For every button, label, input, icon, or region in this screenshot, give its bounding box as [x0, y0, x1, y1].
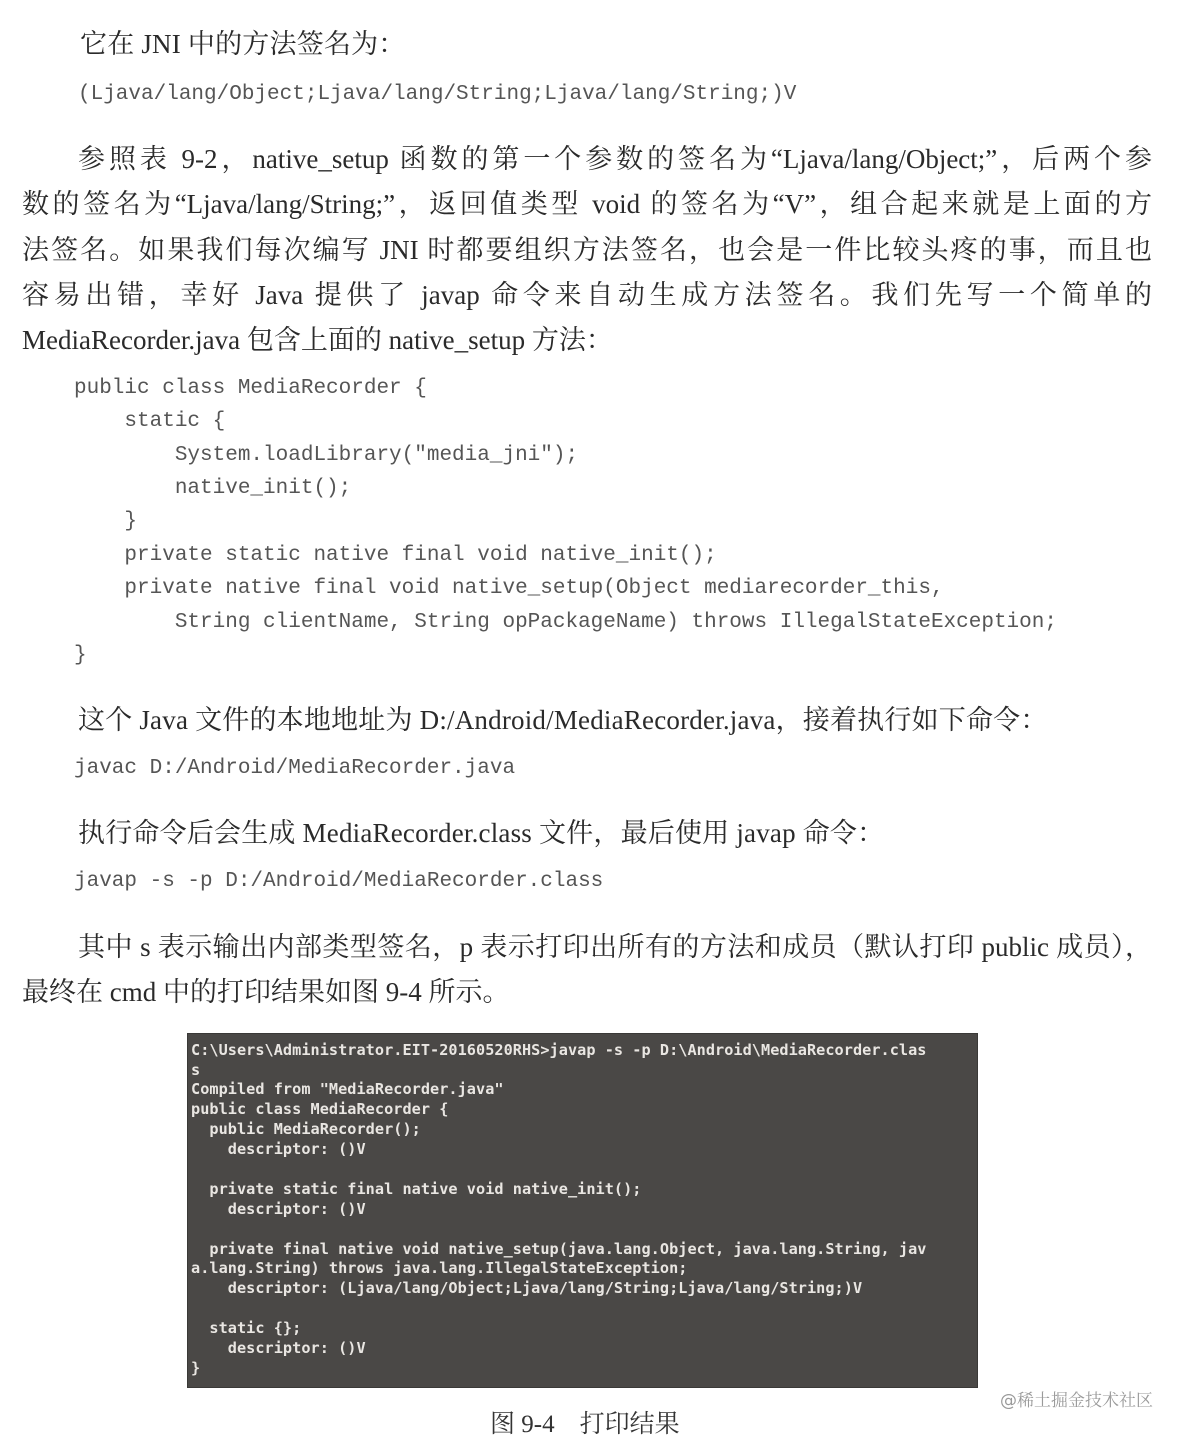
- terminal-screenshot: [187, 1033, 978, 1388]
- paragraph-line: 执行命令后会生成 MediaRecorder.class 文件，最后使用 javap 命令：: [78, 818, 885, 848]
- terminal-line: public class MediaRecorder {: [191, 1100, 449, 1118]
- terminal-line: descriptor: ()V: [191, 1140, 366, 1158]
- watermark: @稀土掘金技术社区: [1000, 1391, 1153, 1411]
- code-line: native_init();: [74, 477, 352, 500]
- terminal-line: static {};: [191, 1319, 302, 1337]
- code-line: public class MediaRecorder {: [74, 377, 427, 400]
- javac-command: javac D:/Android/MediaRecorder.java: [74, 757, 516, 780]
- paragraph-line: 最终在 cmd 中的打印结果如图 9-4 所示。: [22, 977, 510, 1007]
- terminal-line: Compiled from "MediaRecorder.java": [191, 1080, 504, 1098]
- intro-text: 它在 JNI 中的方法签名为：: [80, 29, 406, 59]
- terminal-line: C:\Users\Administrator.EIT-20160520RHS>javap -s -p D:\Android\MediaRecorder.clas: [191, 1041, 927, 1059]
- terminal-line: descriptor: (Ljava/lang/Object;Ljava/lang/String;Ljava/lang/String;)V: [191, 1279, 863, 1297]
- terminal-line: private final native void native_setup(java.lang.Object, java.lang.String, jav: [191, 1240, 927, 1258]
- code-line: System.loadLibrary("media_jni");: [74, 444, 579, 467]
- jni-signature: (Ljava/lang/Object;Ljava/lang/String;Ljava/lang/String;)V: [78, 83, 797, 106]
- paragraph-line: 其中 s 表示输出内部类型签名，p 表示打印出所有的方法和成员（默认打印 public 成员），: [78, 932, 1152, 962]
- javap-command: javap -s -p D:/Android/MediaRecorder.class: [74, 870, 604, 893]
- terminal-line: public MediaRecorder();: [191, 1120, 421, 1138]
- paragraph-line: 这个 Java 文件的本地地址为 D:/Android/MediaRecorder.java，接着执行如下命令：: [78, 705, 1048, 735]
- paragraph-line: 容易出错，幸好 Java 提供了 javap 命令来自动生成方法签名。我们先写一个简单的: [22, 280, 1152, 310]
- code-line: String clientName, String opPackageName) throws IllegalStateException;: [74, 611, 1057, 634]
- code-line: }: [74, 644, 87, 667]
- terminal-line: }: [191, 1359, 201, 1377]
- paragraph-line: 法签名。如果我们每次编写 JNI 时都要组织方法签名，也会是一件比较头疼的事，而且也: [22, 235, 1152, 265]
- paragraph-line: 数的签名为“Ljava/lang/String;”，返回值类型 void 的签名为“V”，组合起来就是上面的方: [22, 189, 1152, 219]
- terminal-line: descriptor: ()V: [191, 1200, 366, 1218]
- code-line: }: [74, 510, 138, 533]
- code-line: private static native final void native_init();: [74, 544, 717, 567]
- terminal-line: descriptor: ()V: [191, 1339, 366, 1357]
- paragraph-line: MediaRecorder.java 包含上面的 native_setup 方法：: [22, 325, 613, 355]
- terminal-line: private static final native void native_init();: [191, 1180, 642, 1198]
- terminal-line: a.lang.String) throws java.lang.IllegalStateException;: [191, 1259, 688, 1277]
- code-line: private native final void native_setup(Object mediarecorder_this,: [74, 577, 944, 600]
- paragraph-line: 参照表 9-2，native_setup 函数的第一个参数的签名为“Ljava/lang/Object;”，后两个参: [78, 144, 1152, 174]
- terminal-line: s: [191, 1061, 201, 1079]
- figure-caption: 图 9-4 打印结果: [490, 1411, 680, 1438]
- code-line: static {: [74, 410, 226, 433]
